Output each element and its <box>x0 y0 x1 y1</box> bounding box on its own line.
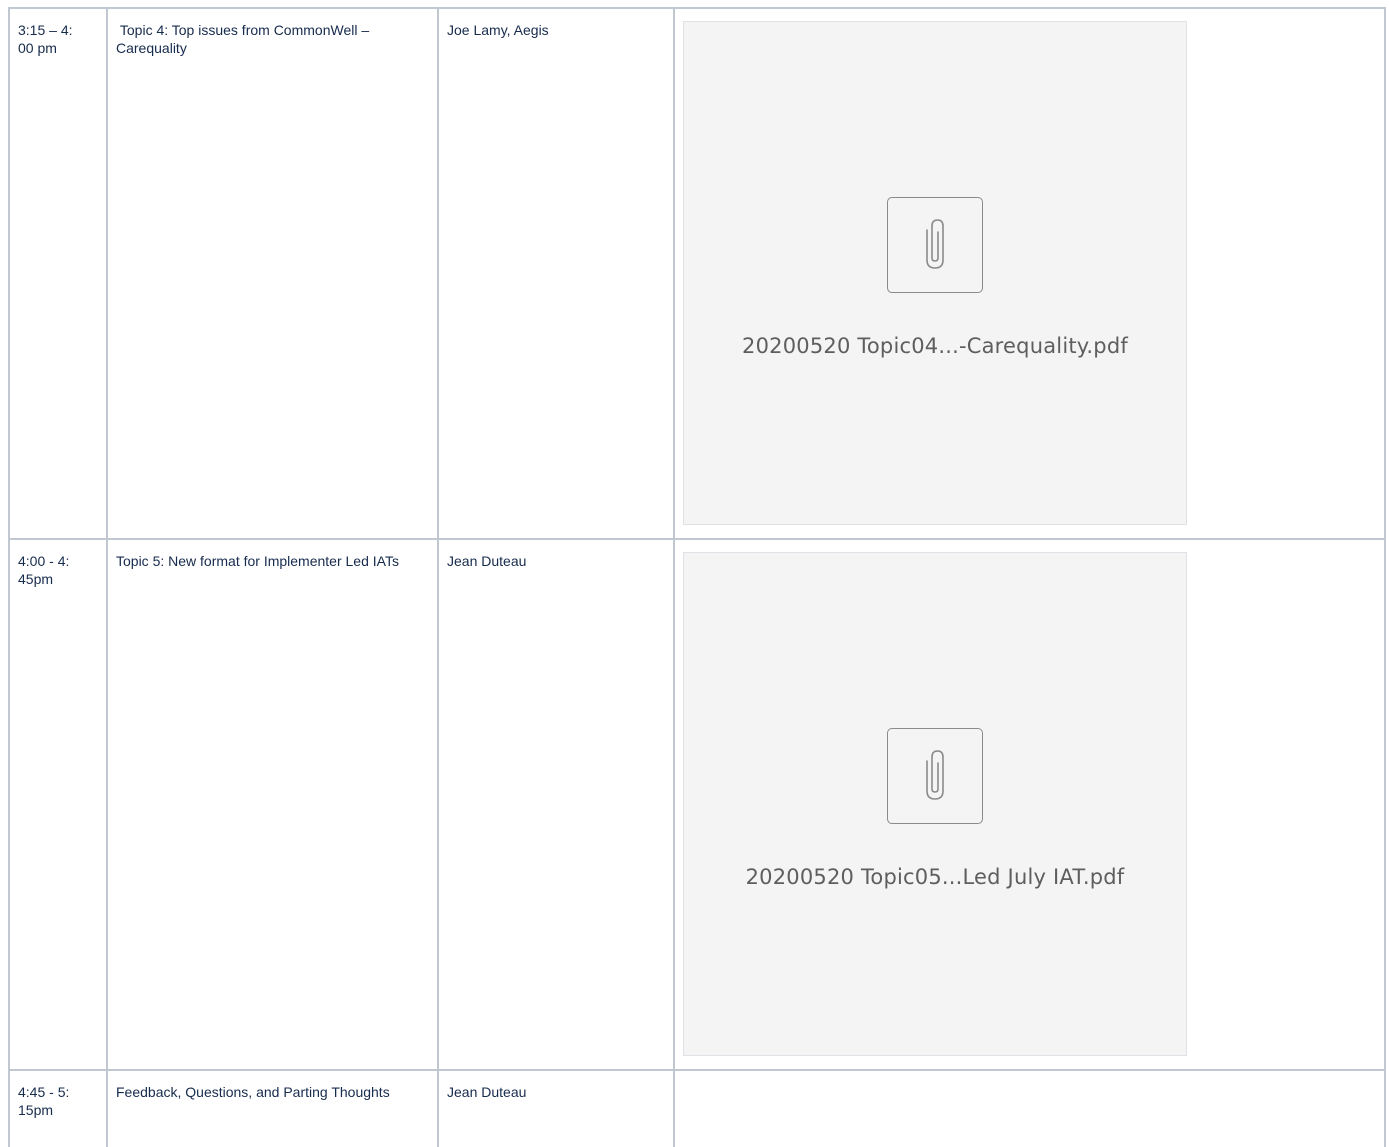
paperclip-icon <box>887 197 983 293</box>
attachment-cell <box>674 539 1385 1070</box>
presenter-cell: Jean Duteau <box>438 539 674 1070</box>
attachment-cell <box>674 8 1385 539</box>
time-cell: 3:15 – 4: 00 pm <box>9 8 107 539</box>
file-preview-card[interactable] <box>683 552 1187 1056</box>
paperclip-icon <box>887 728 983 824</box>
file-name: 20200520 Topic05...Led July IAT.pdf <box>745 865 1125 889</box>
attachment-cell <box>674 1070 1385 1147</box>
time-cell: 4:00 - 4: 45pm <box>9 539 107 1070</box>
table-row <box>9 8 1385 539</box>
file-name: 20200520 Topic04...-Carequality.pdf <box>742 334 1128 358</box>
presenter-cell: Jean Duteau <box>438 1070 674 1147</box>
topic-cell: Topic 5: New format for Implementer Led IATs <box>107 539 438 1070</box>
agenda-table <box>8 7 1386 1147</box>
topic-cell: Feedback, Questions, and Parting Thoughts <box>107 1070 438 1147</box>
topic-cell: Topic 4: Top issues from CommonWell – Carequality <box>107 8 438 539</box>
presenter-cell: Joe Lamy, Aegis <box>438 8 674 539</box>
time-cell: 4:45 - 5: 15pm <box>9 1070 107 1147</box>
table-row <box>9 539 1385 1070</box>
file-preview-card[interactable] <box>683 21 1187 525</box>
table-row <box>9 1070 1385 1147</box>
